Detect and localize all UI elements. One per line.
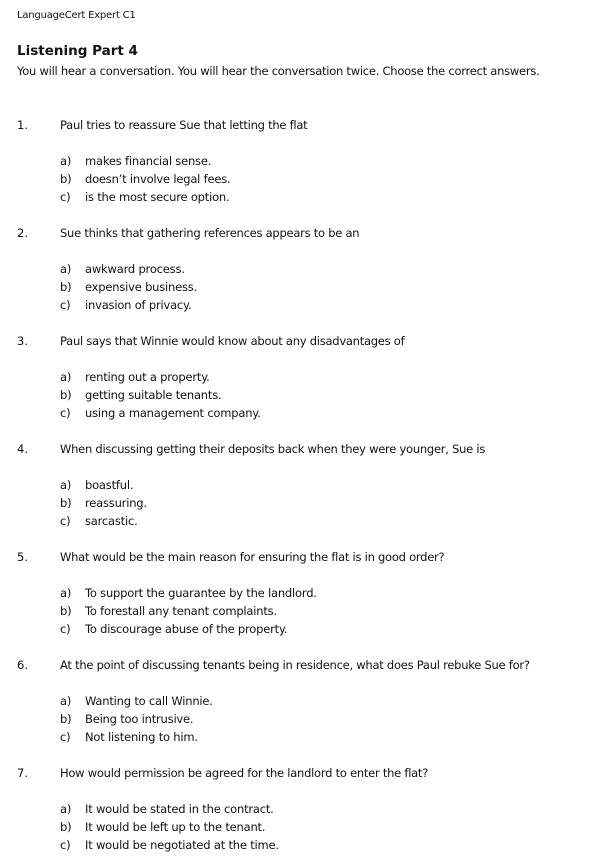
- option-text: It would be stated in the contract.: [85, 802, 274, 816]
- option-letter: a): [60, 802, 72, 816]
- option-text: awkward process.: [85, 262, 185, 276]
- question-text: Paul tries to reassure Sue that letting the flat: [60, 118, 308, 132]
- question-number: 4.: [17, 442, 28, 456]
- answer-option-b[interactable]: [60, 280, 197, 298]
- option-text: expensive business.: [85, 280, 198, 294]
- option-text: doesn’t involve legal fees.: [85, 172, 231, 186]
- question-number: 6.: [17, 658, 28, 672]
- answer-option-c[interactable]: [60, 514, 147, 532]
- question-text: When discussing getting their deposits back when they were younger, Sue is: [60, 442, 486, 456]
- question-number: 7.: [17, 766, 28, 780]
- option-letter: b): [60, 388, 72, 402]
- answer-option-b[interactable]: [60, 496, 147, 514]
- option-text: renting out a property.: [85, 370, 210, 384]
- question-number: 2.: [17, 226, 28, 240]
- option-text: To forestall any tenant complaints.: [85, 604, 277, 618]
- option-letter: a): [60, 154, 72, 168]
- option-text: sarcastic.: [85, 514, 138, 528]
- answer-options: [60, 262, 197, 316]
- question-text: At the point of discussing tenants being in residence, what does Paul rebuke Sue for?: [60, 658, 530, 672]
- option-text: boastful.: [85, 478, 134, 492]
- option-text: To discourage abuse of the property.: [85, 622, 288, 636]
- answer-option-a[interactable]: [60, 694, 213, 712]
- answer-option-a[interactable]: [60, 262, 197, 280]
- answer-option-c[interactable]: [60, 406, 261, 424]
- answer-option-a[interactable]: [60, 586, 317, 604]
- option-text: Not listening to him.: [85, 730, 198, 744]
- answer-options: [60, 694, 213, 748]
- answer-options: [60, 478, 147, 532]
- document-header: LanguageCert Expert C1: [17, 10, 136, 21]
- option-letter: b): [60, 280, 72, 294]
- answer-option-a[interactable]: [60, 370, 261, 388]
- option-letter: c): [60, 730, 71, 744]
- answer-options: [60, 370, 261, 424]
- option-letter: a): [60, 262, 72, 276]
- answer-options: [60, 586, 317, 640]
- option-text: Wanting to call Winnie.: [85, 694, 213, 708]
- option-letter: c): [60, 838, 71, 852]
- answer-option-b[interactable]: [60, 172, 230, 190]
- option-letter: a): [60, 586, 72, 600]
- option-letter: c): [60, 298, 71, 312]
- question-text: How would permission be agreed for the landlord to enter the flat?: [60, 766, 429, 780]
- question-number: 3.: [17, 334, 28, 348]
- answer-option-c[interactable]: [60, 190, 230, 208]
- option-letter: b): [60, 604, 72, 618]
- option-letter: a): [60, 370, 72, 384]
- answer-option-c[interactable]: [60, 622, 317, 640]
- answer-option-c[interactable]: [60, 298, 197, 316]
- answer-option-b[interactable]: [60, 604, 317, 622]
- question-number: 5.: [17, 550, 28, 564]
- option-letter: b): [60, 496, 72, 510]
- option-text: It would be negotiated at the time.: [85, 838, 279, 852]
- question-text: Sue thinks that gathering references appears to be an: [60, 226, 360, 240]
- answer-option-b[interactable]: [60, 820, 279, 838]
- option-text: To support the guarantee by the landlord.: [85, 586, 317, 600]
- section-instructions: You will hear a conversation. You will hear the conversation twice. Choose the correct answers.: [17, 64, 540, 78]
- option-text: is the most secure option.: [85, 190, 230, 204]
- answer-options: [60, 802, 279, 856]
- option-text: invasion of privacy.: [85, 298, 192, 312]
- answer-option-a[interactable]: [60, 154, 230, 172]
- option-letter: b): [60, 820, 72, 834]
- option-text: using a management company.: [85, 406, 261, 420]
- option-text: getting suitable tenants.: [85, 388, 222, 402]
- option-letter: b): [60, 172, 72, 186]
- option-letter: a): [60, 478, 72, 492]
- answer-option-a[interactable]: [60, 802, 279, 820]
- answer-option-c[interactable]: [60, 838, 279, 856]
- option-text: It would be left up to the tenant.: [85, 820, 266, 834]
- option-text: Being too intrusive.: [85, 712, 194, 726]
- answer-option-a[interactable]: [60, 478, 147, 496]
- option-letter: c): [60, 406, 71, 420]
- option-letter: b): [60, 712, 72, 726]
- option-letter: c): [60, 622, 71, 636]
- option-letter: c): [60, 514, 71, 528]
- answer-options: [60, 154, 230, 208]
- question-text: What would be the main reason for ensuring the flat is in good order?: [60, 550, 445, 564]
- answer-option-c[interactable]: [60, 730, 213, 748]
- option-letter: c): [60, 190, 71, 204]
- question-number: 1.: [17, 118, 28, 132]
- question-text: Paul says that Winnie would know about any disadvantages of: [60, 334, 405, 348]
- option-text: makes financial sense.: [85, 154, 212, 168]
- option-text: reassuring.: [85, 496, 147, 510]
- section-title: Listening Part 4: [17, 43, 138, 59]
- answer-option-b[interactable]: [60, 712, 213, 730]
- option-letter: a): [60, 694, 72, 708]
- answer-option-b[interactable]: [60, 388, 261, 406]
